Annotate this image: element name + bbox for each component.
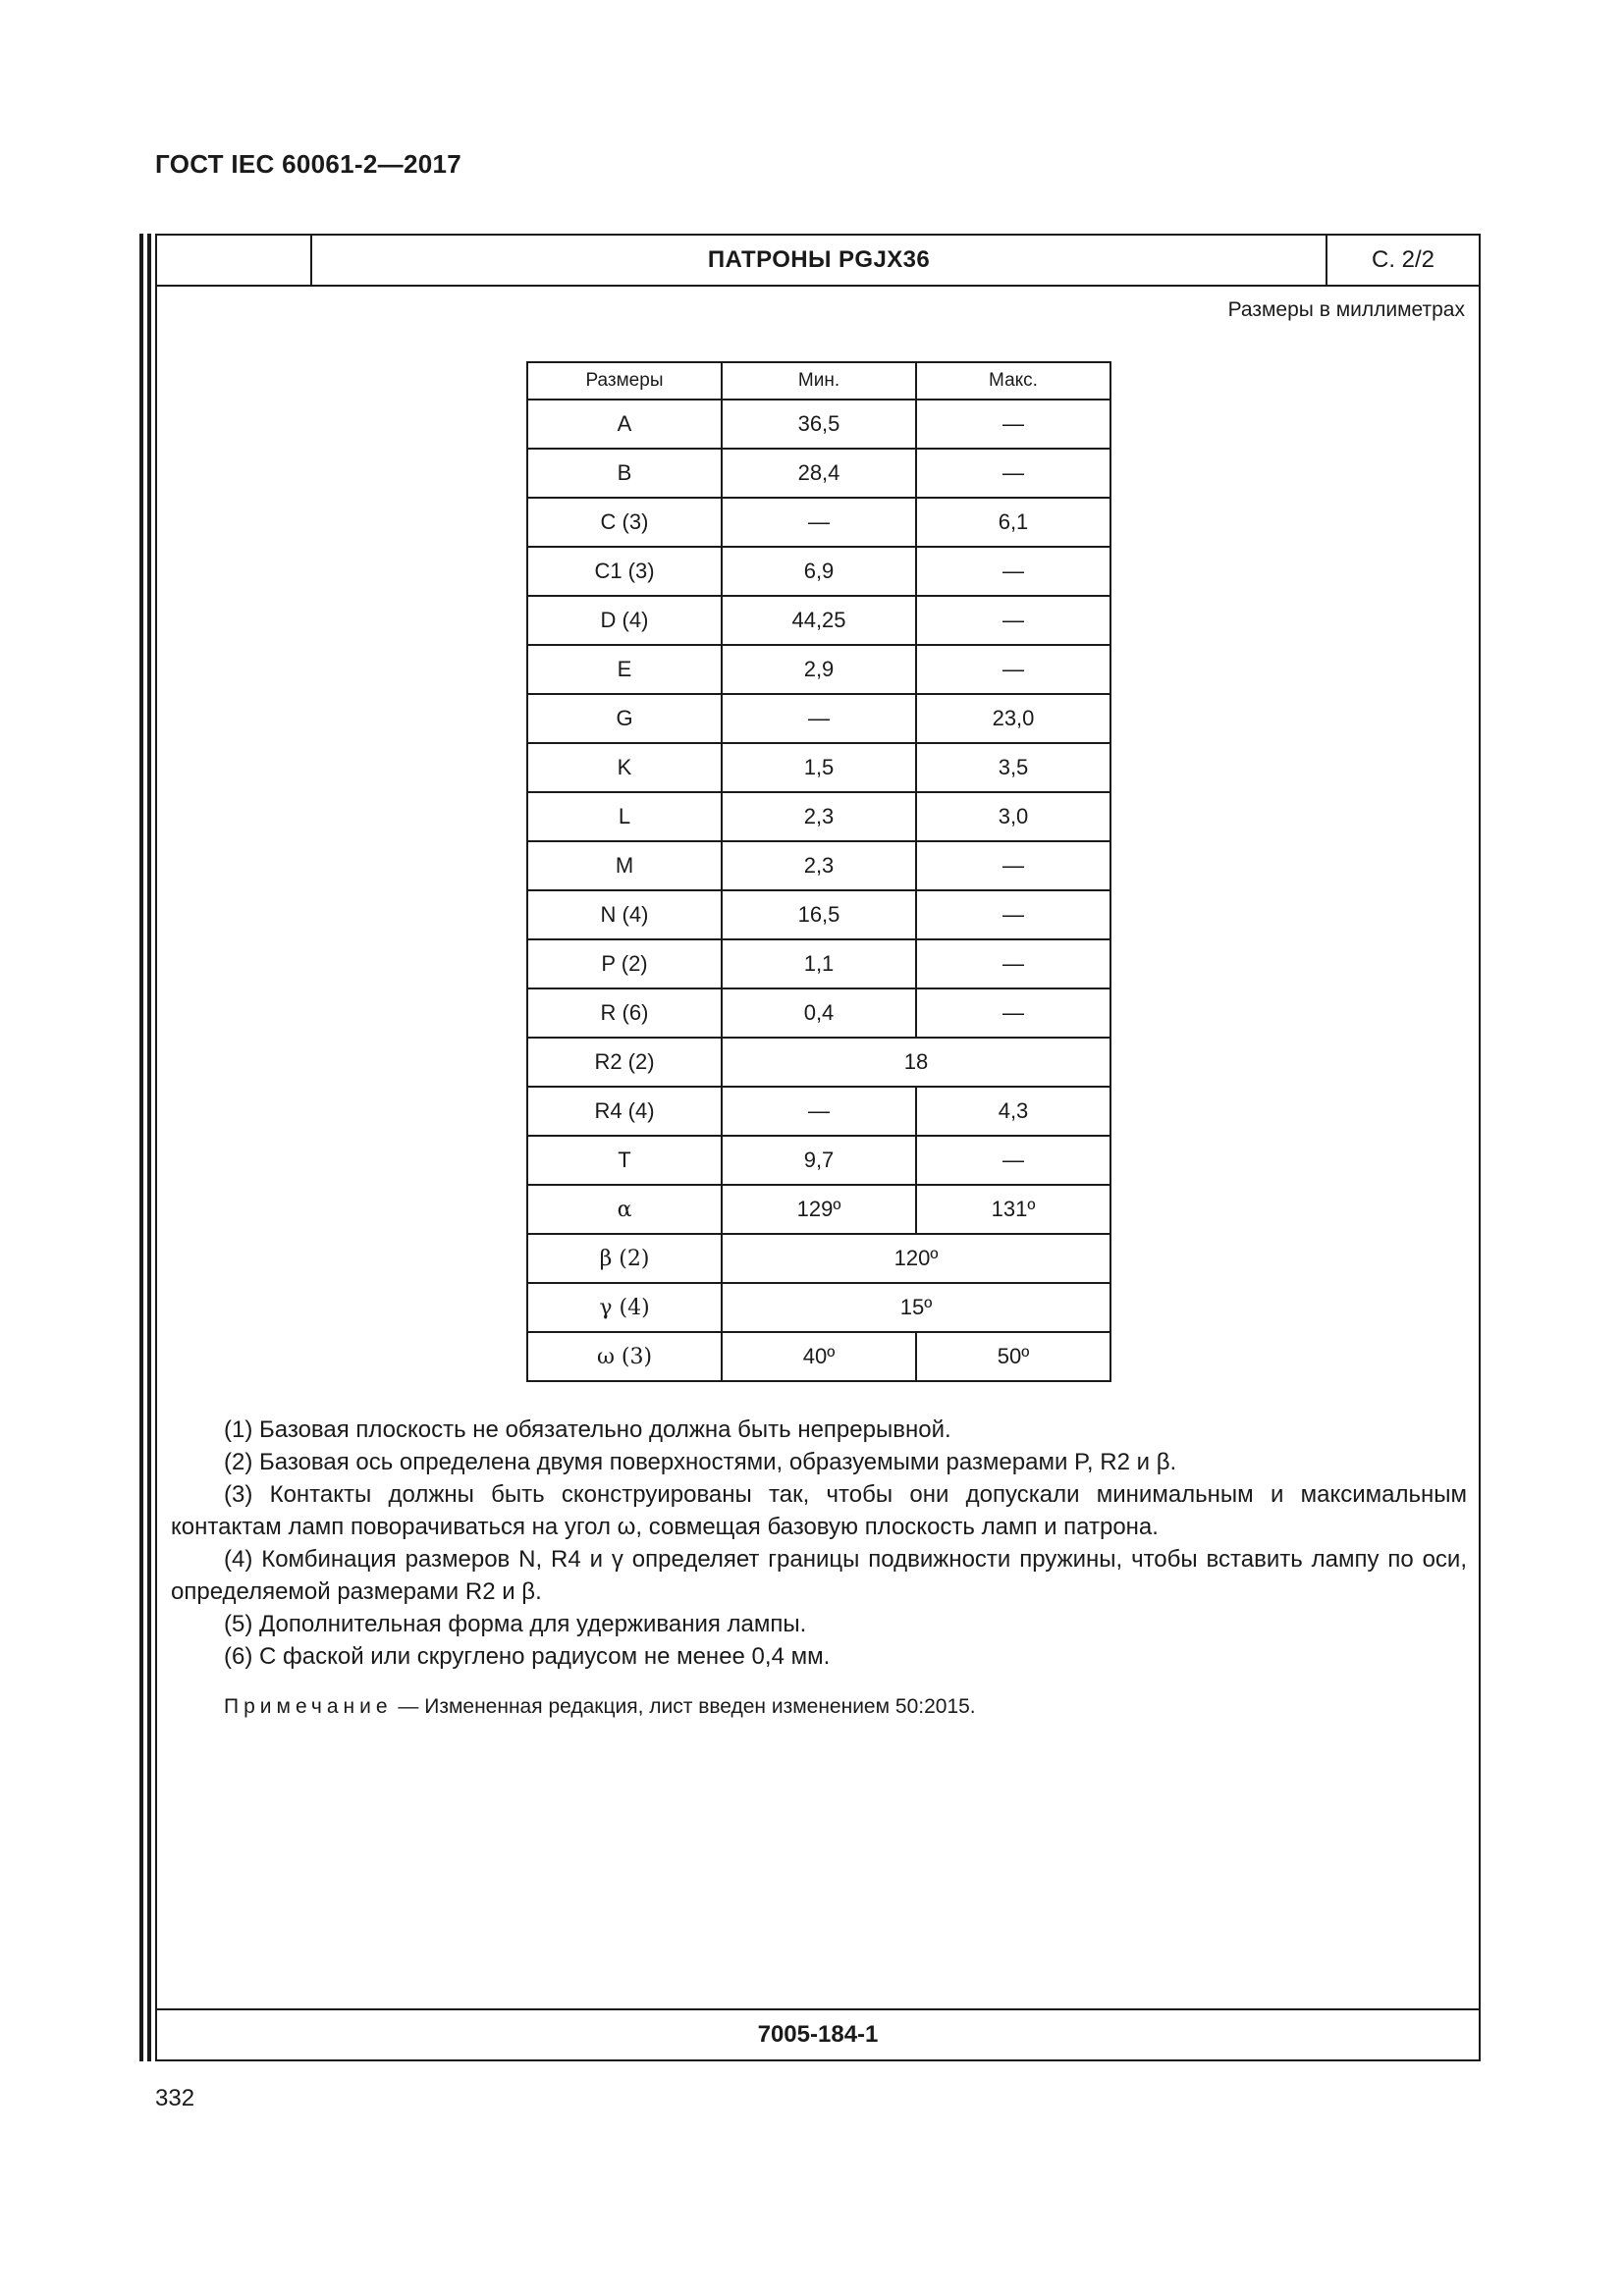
table-row xyxy=(527,547,1110,596)
binding-bar-inner xyxy=(147,234,151,2061)
cell-dimension: α xyxy=(527,1185,722,1234)
document-header: ГОСТ IEC 60061-2—2017 xyxy=(155,149,461,179)
cell-dimension: β (2) xyxy=(527,1234,722,1283)
cell-dimension: R4 (4) xyxy=(527,1087,722,1136)
sheet-code: 7005-184-1 xyxy=(157,2008,1479,2059)
cell-dimension: R (6) xyxy=(527,988,722,1038)
binding-bar-outer xyxy=(139,234,143,2061)
cell-max: — xyxy=(916,596,1110,645)
table-row xyxy=(527,1087,1110,1136)
cell-nominal: 18 xyxy=(722,1038,1110,1087)
cell-max: 50º xyxy=(916,1332,1110,1381)
note-4: (4) Комбинация размеров N, R4 и γ определяет границы подвижности пружины, чтобы вставить лампу по оси, определяемой размерами R2 и β. xyxy=(171,1546,1467,1605)
cell-dimension: E xyxy=(527,645,722,694)
header-min: Мин. xyxy=(722,362,916,400)
cell-max: — xyxy=(916,1136,1110,1185)
sheet-title: ПАТРОНЫ PGJX36 xyxy=(707,246,931,273)
remark-dash: — xyxy=(398,1695,419,1718)
table-row xyxy=(527,400,1110,449)
note-6: (6) С фаской или скруглено радиусом не менее 0,4 мм. xyxy=(224,1643,831,1670)
page-number: 332 xyxy=(155,2085,195,2111)
cell-min: 44,25 xyxy=(722,596,916,645)
cell-dimension: L xyxy=(527,792,722,841)
cell-dimension: D (4) xyxy=(527,596,722,645)
remark-text: Измененная редакция, лист введен изменением 50:2015. xyxy=(424,1695,976,1718)
sheet-label: С. 2/2 xyxy=(1326,236,1479,285)
cell-min: 2,9 xyxy=(722,645,916,694)
cell-max: — xyxy=(916,645,1110,694)
cell-dimension: T xyxy=(527,1136,722,1185)
remark xyxy=(224,1695,976,1719)
cell-max: 3,0 xyxy=(916,792,1110,841)
table-row xyxy=(527,645,1110,694)
cell-dimension: A xyxy=(527,400,722,449)
cell-dimension: K xyxy=(527,743,722,792)
table-header-row xyxy=(527,362,1110,400)
table-row xyxy=(527,596,1110,645)
cell-min: — xyxy=(722,694,916,743)
note-1: (1) Базовая плоскость не обязательно должна быть непрерывной. xyxy=(224,1416,951,1443)
note-5: (5) Дополнительная форма для удерживания лампы. xyxy=(224,1611,807,1637)
cell-nominal: 15º xyxy=(722,1283,1110,1332)
note-2: (2) Базовая ось определена двумя поверхностями, образуемыми размерами P, R2 и β. xyxy=(224,1449,1177,1475)
cell-max: — xyxy=(916,890,1110,939)
cell-max: — xyxy=(916,841,1110,890)
cell-min: 1,1 xyxy=(722,939,916,988)
table-row xyxy=(527,1038,1110,1087)
cell-min: 36,5 xyxy=(722,400,916,449)
note-3: (3) Контакты должны быть сконструированы так, чтобы они допускали минимальным и максимальным контактам ламп поворачиваться на угол ω, совмещая базовую плоскость ламп и патрона. xyxy=(171,1481,1467,1540)
cell-min: 0,4 xyxy=(722,988,916,1038)
cell-min: 9,7 xyxy=(722,1136,916,1185)
cell-max: — xyxy=(916,400,1110,449)
cell-max: 131º xyxy=(916,1185,1110,1234)
cell-min: 1,5 xyxy=(722,743,916,792)
cell-min: 6,9 xyxy=(722,547,916,596)
cell-max: 6,1 xyxy=(916,498,1110,547)
cell-dimension: G xyxy=(527,694,722,743)
cell-min: 40º xyxy=(722,1332,916,1381)
remark-label: Примечание xyxy=(224,1695,393,1718)
cell-max: — xyxy=(916,988,1110,1038)
table-row xyxy=(527,1136,1110,1185)
table-row xyxy=(527,694,1110,743)
table-row xyxy=(527,498,1110,547)
table-row xyxy=(527,449,1110,498)
sheet-frame xyxy=(155,234,1481,2061)
table-row xyxy=(527,1332,1110,1381)
cell-max: 3,5 xyxy=(916,743,1110,792)
cell-max: 23,0 xyxy=(916,694,1110,743)
cell-max: — xyxy=(916,449,1110,498)
cell-dimension: P (2) xyxy=(527,939,722,988)
table-row xyxy=(527,1283,1110,1332)
table-row xyxy=(527,988,1110,1038)
table-row xyxy=(527,792,1110,841)
cell-min: — xyxy=(722,498,916,547)
cell-min: 16,5 xyxy=(722,890,916,939)
units-note: Размеры в миллиметрах xyxy=(1227,298,1465,321)
cell-min: 2,3 xyxy=(722,792,916,841)
header-max: Макс. xyxy=(916,362,1110,400)
cell-dimension: ω (3) xyxy=(527,1332,722,1381)
dimensions-table xyxy=(526,361,1111,1382)
table-row xyxy=(527,939,1110,988)
cell-dimension: γ (4) xyxy=(527,1283,722,1332)
cell-dimension: C (3) xyxy=(527,498,722,547)
cell-dimension: C1 (3) xyxy=(527,547,722,596)
table-row xyxy=(527,890,1110,939)
notes-block xyxy=(171,1414,1467,1673)
cell-nominal: 120º xyxy=(722,1234,1110,1283)
cell-min: 2,3 xyxy=(722,841,916,890)
cell-dimension: N (4) xyxy=(527,890,722,939)
cell-min: — xyxy=(722,1087,916,1136)
title-row xyxy=(157,236,1479,287)
cell-max: — xyxy=(916,939,1110,988)
cell-min: 28,4 xyxy=(722,449,916,498)
table-row xyxy=(527,841,1110,890)
cell-max: — xyxy=(916,547,1110,596)
cell-dimension: M xyxy=(527,841,722,890)
title-cell-empty xyxy=(157,236,312,285)
cell-dimension: R2 (2) xyxy=(527,1038,722,1087)
cell-min: 129º xyxy=(722,1185,916,1234)
table-row xyxy=(527,743,1110,792)
cell-max: 4,3 xyxy=(916,1087,1110,1136)
table-row xyxy=(527,1234,1110,1283)
header-dimension: Размеры xyxy=(527,362,722,400)
cell-dimension: B xyxy=(527,449,722,498)
table-row xyxy=(527,1185,1110,1234)
